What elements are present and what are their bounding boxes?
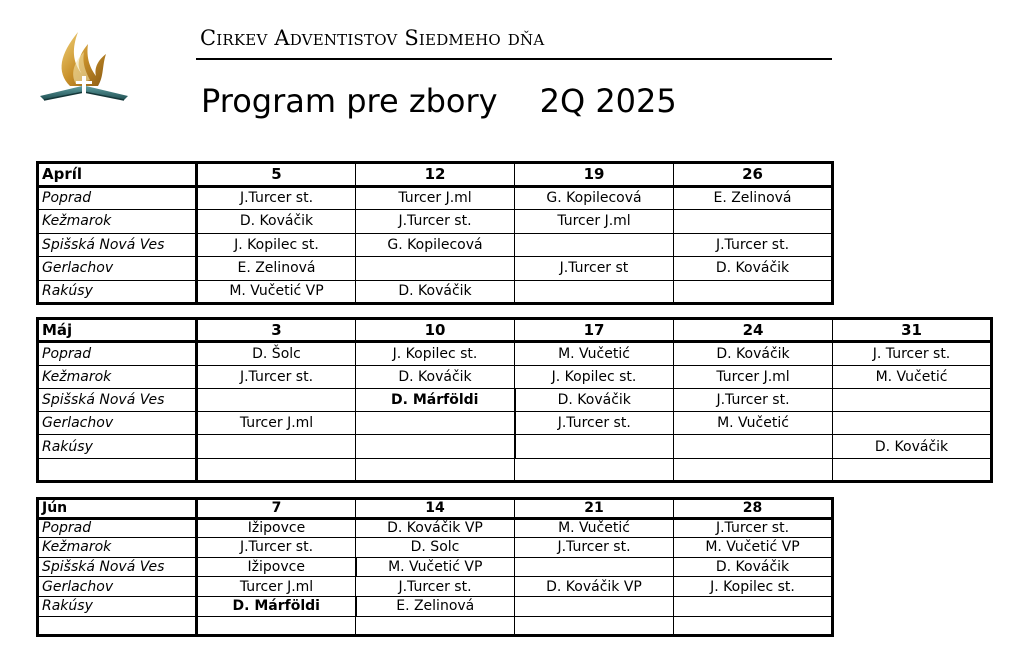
schedule-cell bbox=[515, 458, 674, 481]
date-header: 12 bbox=[356, 163, 515, 187]
table-row bbox=[38, 280, 833, 304]
april-schedule-table bbox=[36, 161, 834, 305]
schedule-cell bbox=[674, 280, 833, 304]
schedule-cell: D. Kováčik bbox=[515, 388, 674, 411]
schedule-cell: D. Kováčik bbox=[674, 257, 833, 281]
schedule-cell: J.Turcer st. bbox=[674, 518, 833, 538]
schedule-cell: J. Turcer st. bbox=[833, 342, 992, 365]
date-header: 28 bbox=[674, 499, 833, 519]
schedule-cell: J.Turcer st. bbox=[515, 412, 674, 435]
table-row bbox=[38, 557, 833, 577]
schedule-cell: D. Kováčik bbox=[356, 365, 515, 388]
date-header: 19 bbox=[515, 163, 674, 187]
schedule-cell bbox=[515, 233, 674, 257]
schedule-cell: M. Vučetić bbox=[674, 412, 833, 435]
schedule-cell bbox=[515, 435, 674, 458]
date-header: 21 bbox=[515, 499, 674, 519]
schedule-cell bbox=[356, 458, 515, 481]
schedule-cell: D. Solc bbox=[356, 538, 515, 558]
table-row bbox=[38, 596, 833, 616]
schedule-cell: D. Márföldi bbox=[356, 388, 515, 411]
schedule-cell: D. Kováčik VP bbox=[515, 577, 674, 597]
month-label: Apríl bbox=[38, 163, 197, 187]
table-row bbox=[38, 518, 833, 538]
month-label: Jún bbox=[38, 499, 197, 519]
schedule-cell bbox=[356, 412, 515, 435]
schedule-cell bbox=[197, 458, 356, 481]
schedule-cell bbox=[674, 210, 833, 234]
schedule-cell: M. Vučetić VP bbox=[674, 538, 833, 558]
schedule-cell: D. Kováčik bbox=[674, 342, 833, 365]
table-row bbox=[38, 388, 992, 411]
location-label: Poprad bbox=[38, 342, 197, 365]
date-header: 17 bbox=[515, 319, 674, 342]
schedule-cell: Turcer J.ml bbox=[515, 210, 674, 234]
schedule-cell bbox=[515, 616, 674, 636]
location-label bbox=[38, 616, 197, 636]
location-label: Rakúsy bbox=[38, 280, 197, 304]
schedule-cell: J. Kopilec st. bbox=[515, 365, 674, 388]
schedule-cell: M. Vučetić bbox=[515, 342, 674, 365]
schedule-cell: J.Turcer st. bbox=[197, 538, 356, 558]
schedule-cell: D. Kováčik bbox=[356, 280, 515, 304]
schedule-cell: J.Turcer st. bbox=[515, 538, 674, 558]
schedule-cell bbox=[515, 280, 674, 304]
schedule-cell: D. Kováčik bbox=[674, 557, 833, 577]
schedule-cell: M. Vučetić bbox=[515, 518, 674, 538]
schedule-cell bbox=[674, 616, 833, 636]
schedule-cell bbox=[356, 616, 515, 636]
location-label: Gerlachov bbox=[38, 577, 197, 597]
schedule-cell: D. Šolc bbox=[197, 342, 356, 365]
location-label: Poprad bbox=[38, 186, 197, 210]
location-label: Spišská Nová Ves bbox=[38, 388, 197, 411]
location-label: Rakúsy bbox=[38, 596, 197, 616]
schedule-cell: M. Vučetić VP bbox=[197, 280, 356, 304]
date-header: 5 bbox=[197, 163, 356, 187]
table-row bbox=[38, 342, 992, 365]
table-row bbox=[38, 538, 833, 558]
schedule-cell: G. Kopilecová bbox=[515, 186, 674, 210]
schedule-cell: Turcer J.ml bbox=[197, 577, 356, 597]
table-row bbox=[38, 233, 833, 257]
jun-schedule-table bbox=[36, 497, 834, 637]
table-row bbox=[38, 210, 833, 234]
schedule-cell: J. Kopilec st. bbox=[197, 233, 356, 257]
schedule-cell: J.Turcer st. bbox=[356, 577, 515, 597]
table-header-row bbox=[38, 319, 992, 342]
date-header: 7 bbox=[197, 499, 356, 519]
location-label: Gerlachov bbox=[38, 412, 197, 435]
location-label: Kežmarok bbox=[38, 538, 197, 558]
schedule-cell: J. Kopilec st. bbox=[674, 577, 833, 597]
location-label: Spišská Nová Ves bbox=[38, 557, 197, 577]
schedule-cell bbox=[356, 435, 515, 458]
table-header-row bbox=[38, 499, 833, 519]
schedule-cell: D. Kováčik bbox=[197, 210, 356, 234]
schedule-cell: Ižipovce bbox=[197, 518, 356, 538]
schedule-cell bbox=[674, 435, 833, 458]
schedule-cell: D. Kováčik VP bbox=[356, 518, 515, 538]
table-row bbox=[38, 186, 833, 210]
table-row bbox=[38, 257, 833, 281]
schedule-cell bbox=[515, 596, 674, 616]
schedule-cell: Ižipovce bbox=[197, 557, 356, 577]
schedule-cell bbox=[674, 458, 833, 481]
schedule-cell: G. Kopilecová bbox=[356, 233, 515, 257]
schedule-cell bbox=[197, 435, 356, 458]
schedule-cell: J.Turcer st bbox=[515, 257, 674, 281]
page-title bbox=[201, 82, 677, 120]
adventist-logo-icon bbox=[36, 26, 132, 102]
schedule-cell: M. Vučetić VP bbox=[356, 557, 515, 577]
schedule-cell: M. Vučetić bbox=[833, 365, 992, 388]
table-row bbox=[38, 365, 992, 388]
schedule-cell: J.Turcer st. bbox=[197, 365, 356, 388]
table-row bbox=[38, 616, 833, 636]
month-label: Máj bbox=[38, 319, 197, 342]
date-header: 31 bbox=[833, 319, 992, 342]
schedule-cell bbox=[833, 412, 992, 435]
schedule-cell bbox=[833, 458, 992, 481]
schedule-cell bbox=[356, 257, 515, 281]
schedule-cell: J. Kopilec st. bbox=[356, 342, 515, 365]
schedule-cell bbox=[833, 388, 992, 411]
location-label bbox=[38, 458, 197, 481]
schedule-cell: E. Zelinová bbox=[356, 596, 515, 616]
date-header: 3 bbox=[197, 319, 356, 342]
date-header: 24 bbox=[674, 319, 833, 342]
schedule-cell: D. Kováčik bbox=[833, 435, 992, 458]
location-label: Poprad bbox=[38, 518, 197, 538]
location-label: Kežmarok bbox=[38, 365, 197, 388]
table-row bbox=[38, 435, 992, 458]
title-divider bbox=[196, 58, 832, 60]
schedule-cell bbox=[197, 388, 356, 411]
schedule-cell: Turcer J.ml bbox=[356, 186, 515, 210]
date-header: 14 bbox=[356, 499, 515, 519]
table-row bbox=[38, 458, 992, 481]
schedule-cell: Turcer J.ml bbox=[674, 365, 833, 388]
schedule-cell: Turcer J.ml bbox=[197, 412, 356, 435]
table-row bbox=[38, 577, 833, 597]
schedule-cell bbox=[674, 596, 833, 616]
program-title-text: Program pre zbory bbox=[201, 82, 498, 120]
organization-title: Cirkev Adventistov Siedmeho dňa bbox=[200, 26, 545, 50]
schedule-cell bbox=[515, 557, 674, 577]
date-header: 10 bbox=[356, 319, 515, 342]
table-row bbox=[38, 412, 992, 435]
maj-schedule-table bbox=[36, 317, 993, 483]
schedule-cell bbox=[197, 616, 356, 636]
location-label: Rakúsy bbox=[38, 435, 197, 458]
location-label: Kežmarok bbox=[38, 210, 197, 234]
schedule-cell: E. Zelinová bbox=[197, 257, 356, 281]
schedule-cell: J.Turcer st. bbox=[674, 233, 833, 257]
quarter-label: 2Q 2025 bbox=[539, 82, 677, 120]
schedule-cell: J.Turcer st. bbox=[356, 210, 515, 234]
location-label: Gerlachov bbox=[38, 257, 197, 281]
location-label: Spišská Nová Ves bbox=[38, 233, 197, 257]
date-header: 26 bbox=[674, 163, 833, 187]
schedule-cell: J.Turcer st. bbox=[197, 186, 356, 210]
schedule-cell: D. Márföldi bbox=[197, 596, 356, 616]
schedule-cell: E. Zelinová bbox=[674, 186, 833, 210]
schedule-cell: J.Turcer st. bbox=[674, 388, 833, 411]
table-header-row bbox=[38, 163, 833, 187]
